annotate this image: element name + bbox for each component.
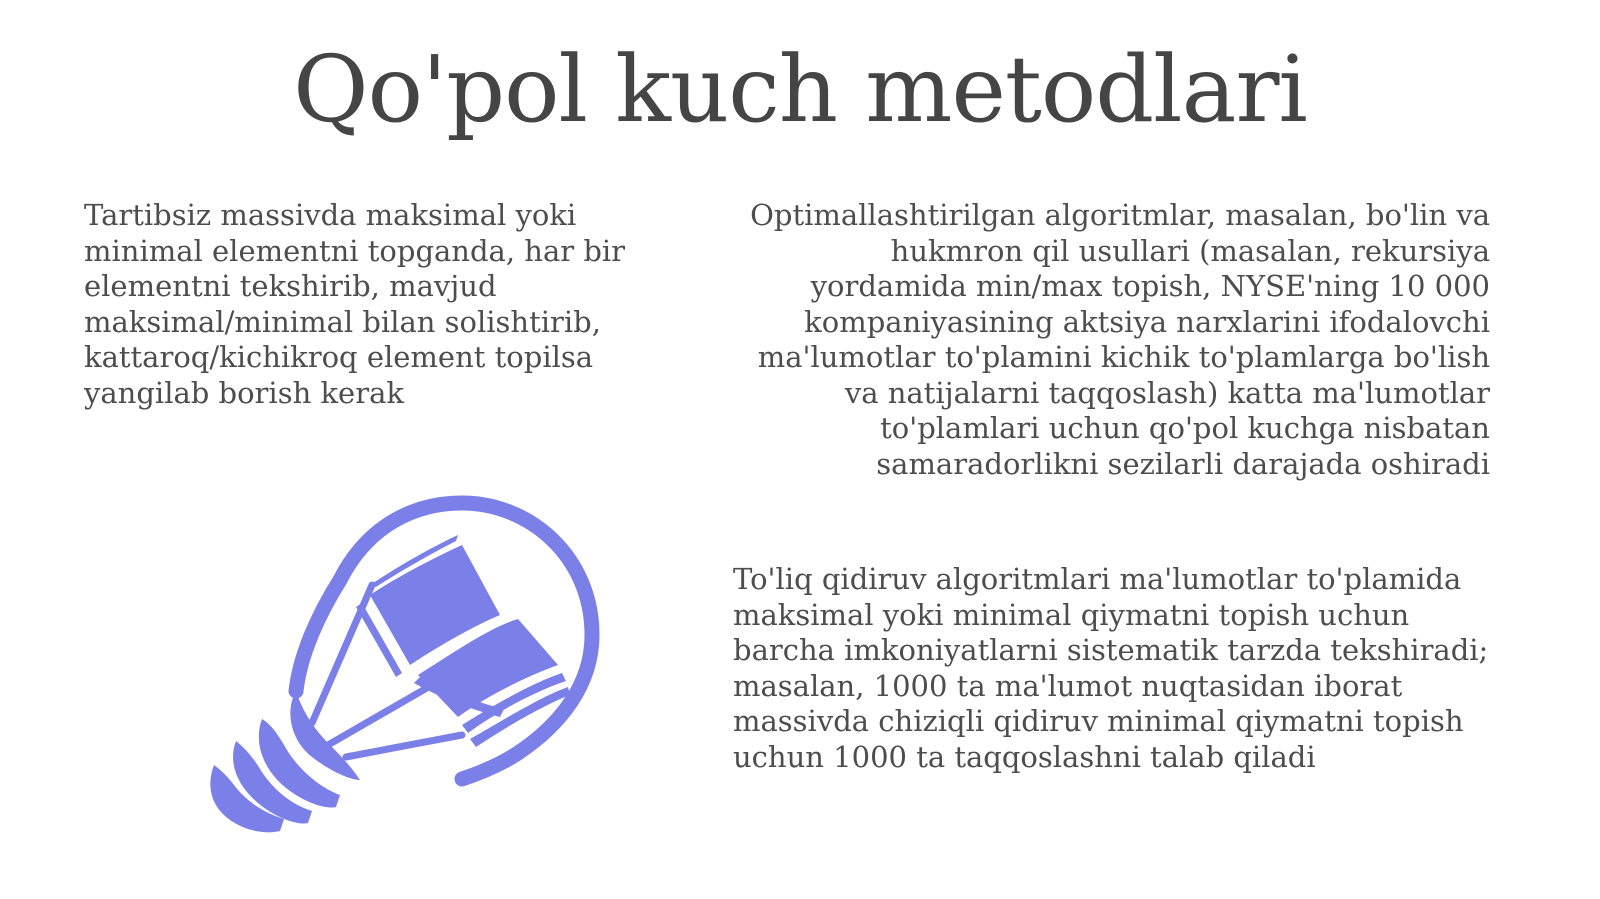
paragraph-bottom: To'liq qidiruv algoritmlari ma'lumotlar to'plamida maksimal yoki minimal qiymatni topish uchun barcha imkoniyatlarni sistematik tarzda tekshiradi; masalan, 1000 ta ma'lumot nuqtasidan iborat massivda chiziqli qidiruv minimal qiymatni topish uchun 1000 ta taqqoslashni talab qiladi: [733, 562, 1489, 774]
paragraph-right: Optimallashtirilgan algoritmlar, masalan, bo'lin va hukmron qil usullari (masalan, rekursiya yordamida min/max topish, NYSE'ning 10 000 kompaniyasining aktsiya narxlarini ifodalovchi ma'lumotlar to'plamini kichik to'plamlarga bo'lish va natijalarni taqqoslash) katta ma'lumotlar to'plamlari uchun qo'pol kuchga nisbatan samaradorlikni sezilarli darajada oshiradi: [750, 198, 1490, 481]
slide-title: Qo'pol kuch metodlari: [293, 36, 1307, 143]
lightbulb-book-icon: [200, 495, 620, 840]
paragraph-left: Tartibsiz massivda maksimal yoki minimal elementni topganda, har bir elementni tekshirib, mavjud maksimal/minimal bilan solishtirib, kattaroq/kichikroq element topilsa yangilab borish kerak: [84, 198, 626, 410]
